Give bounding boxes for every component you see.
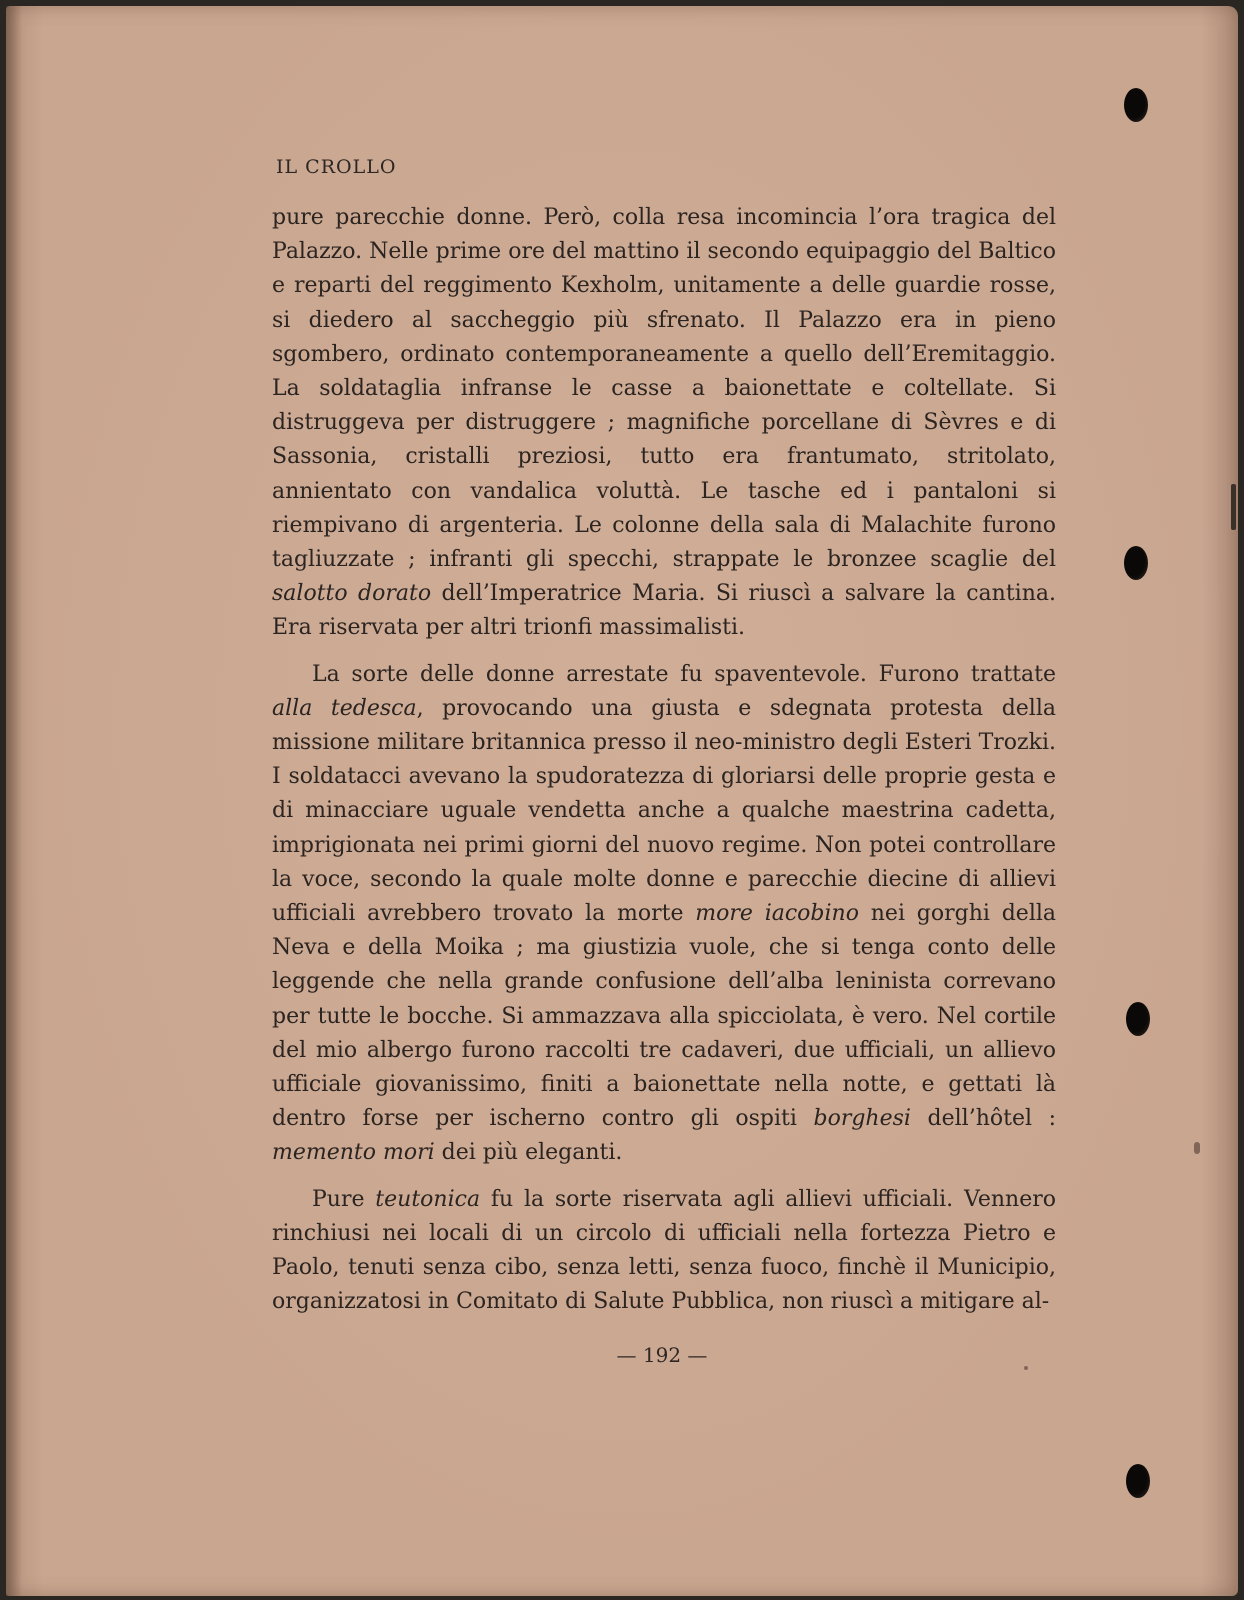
text-run: nei gorghi della Neva e della Moika ; ma giustizia vuole, che si tenga conto delle leggende che nella grande confusione dell’alba leninista correvano per tutte le bocche. Si ammazzava alla spicciolata, è vero. Nel cortile del mio albergo furono raccolti tre cadaveri, due ufficiali, un allievo ufficiale giovanissimo, finiti a baionettate nella notte, e gettati là dentro forse per ischerno contro gli ospiti bbox=[272, 901, 1057, 1132]
page-number-label: — 192 — bbox=[616, 1343, 708, 1367]
text-run: , provocando una giusta e sdegnata protesta della missione militare britannica presso il neo-ministro degli Esteri Trozki. I soldatacci avevano la spudoratezza di gloriarsi delle proprie gesta e di minacciare uguale vendetta anche a qualche maestrina cadetta, imprigionata nei primi giorni del nuovo regime. Non potei controllare la voce, secondo la quale molte donne e parecchie diecine di allievi ufficiali avrebbero trovato la morte bbox=[272, 695, 1056, 927]
text-run: dei più eleganti. bbox=[434, 1140, 623, 1166]
text-run: dell’hôtel : bbox=[910, 1106, 1056, 1132]
running-head: IL CROLLO bbox=[276, 156, 397, 178]
punch-hole bbox=[1126, 1002, 1150, 1036]
text-run: La sorte delle donne arrestate fu spaventevole. Furono trattate bbox=[312, 661, 1056, 687]
paragraph bbox=[272, 1183, 1056, 1320]
italic-phrase: alla tedesca bbox=[272, 695, 417, 721]
paper-speck bbox=[1194, 1142, 1200, 1154]
paper-speck bbox=[1024, 1366, 1028, 1370]
italic-phrase: more iacobino bbox=[695, 901, 859, 927]
book-page bbox=[6, 6, 1238, 1596]
text-run: pure parecchie donne. Però, colla resa incomincia l’ora tragica del Palazzo. Nelle prime ore del mattino il secondo equipaggio del Baltico e reparti del reggimento Kexholm, unitamente a delle guardie rosse, si diedero al saccheggio più sfrenato. Il Palazzo era in pieno sgombero, ordinato contemporaneamente a quello dell’Eremitaggio. La soldataglia infranse le casse a baionettate e coltellate. Si distruggeva per distruggere ; magnifiche porcellane di Sèvres e di Sassonia, cristalli preziosi, tutto era frantumato, stritolato, annientato con vandalica voluttà. Le tasche ed i pantaloni si riempivano di argenteria. Le colonne della sala di Malachite furono tagliuzzate ; infranti gli specchi, strappate le bronzee scaglie del bbox=[272, 205, 1056, 573]
italic-phrase: teutonica bbox=[375, 1186, 481, 1212]
binder-clip-mark bbox=[1231, 484, 1236, 530]
italic-phrase: memento mori bbox=[272, 1140, 435, 1166]
body-text bbox=[272, 201, 1056, 1320]
text-run: dell’Imperatrice Maria. Si riuscì a salvare la cantina. Era riservata per altri trionfi massimalisti. bbox=[272, 581, 1056, 641]
italic-phrase: borghesi bbox=[813, 1106, 911, 1132]
paragraph bbox=[272, 658, 1056, 1171]
punch-hole bbox=[1126, 1464, 1150, 1498]
page-number bbox=[6, 1343, 1238, 1367]
punch-hole bbox=[1124, 88, 1148, 122]
paragraph bbox=[272, 201, 1056, 646]
text-run: Pure bbox=[312, 1186, 376, 1212]
italic-phrase: salotto dorato bbox=[272, 581, 432, 607]
text-run: fu la sorte riservata agli allievi ufficiali. Vennero rinchiusi nei locali di un circolo di ufficiali nella fortezza Pietro e Paolo, tenuti senza cibo, senza letti, senza fuoco, finchè il Municipio, organizzatosi in Comitato di Salute Pubblica, non riuscì a mitigare al- bbox=[272, 1186, 1056, 1315]
punch-hole bbox=[1124, 546, 1148, 580]
